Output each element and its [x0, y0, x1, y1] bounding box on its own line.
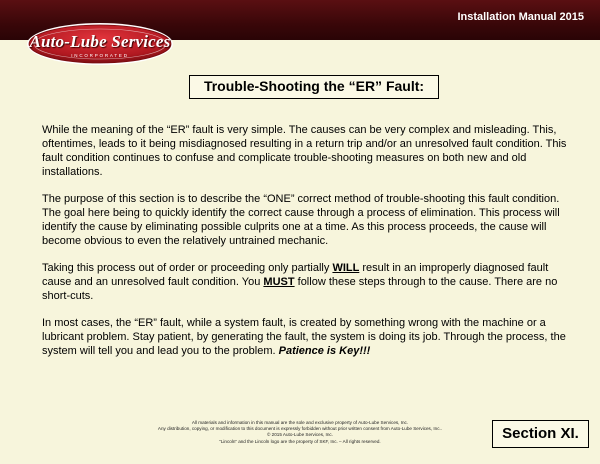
- logo-name: Auto-Lube Services: [29, 32, 171, 51]
- paragraph-3-part-b: result in an improperly diagnosed fault cause and an unresolved fault condition. You: [42, 262, 549, 288]
- paragraph-4: [42, 316, 572, 358]
- footer-line-4: “Lincoln” and the Lincoln logo are the property of SKF, Inc. – All rights reserved.: [219, 438, 381, 444]
- paragraph-3-part-a: Taking this process out of order or proceeding only partially: [42, 262, 333, 274]
- logo-tagline: INCORPORATED: [71, 53, 129, 58]
- section-label: Section XI.: [492, 420, 589, 448]
- company-logo: [26, 22, 174, 66]
- paragraph-4-part-a: In most cases, the “ER” fault, while a system fault, is created by something wrong with the machine or a lubricant problem. Stay patient, by generating the fault, the system is doing its job. Through the process, the system will tell you and lead you to the problem.: [42, 317, 566, 357]
- copyright-footer: [110, 420, 490, 445]
- body-content: [42, 123, 572, 371]
- paragraph-1: While the meaning of the “ER” fault is very simple. The causes can be very complex and misleading. This, oftentimes, leads to it being misdiagnosed resulting in a return trip and/or an unresolved fault condition. This fault condition continues to confuse and complicate trouble-shooting measures on both new and old installations.: [42, 124, 567, 178]
- footer-line-1: All materials and information in this manual are the sole and exclusive property of Auto-Lube Services, Inc.: [191, 420, 409, 425]
- footer-line-2: Any distribution, copying, or modification to this document is expressly forbidden without prior written consent from Auto-Lube Services, Inc..: [157, 426, 443, 432]
- manual-title: Installation Manual 2015: [457, 11, 584, 23]
- paragraph-3: [42, 261, 572, 303]
- paragraph-2: The purpose of this section is to describe the “ONE” correct method of trouble-shooting this fault condition. The goal here being to quickly identify the correct cause through a process of elimination. This process will identify the cause by eliminating possible culprits one at a time. As this process proceeds, the cause will become obvious to even the relatively untrained mechanic.: [42, 193, 560, 247]
- patience-is-key: Patience is Key!!!: [278, 345, 371, 357]
- paragraph-3-part-c: follow these steps through to the cause. There are no short-cuts.: [42, 276, 558, 302]
- section-title: Trouble-Shooting the “ER” Fault:: [189, 75, 439, 99]
- emphasis-will: WILL: [332, 262, 360, 274]
- emphasis-must: MUST: [263, 276, 295, 288]
- footer-line-3: © 2015 Auto-Lube Services, Inc.: [267, 432, 333, 438]
